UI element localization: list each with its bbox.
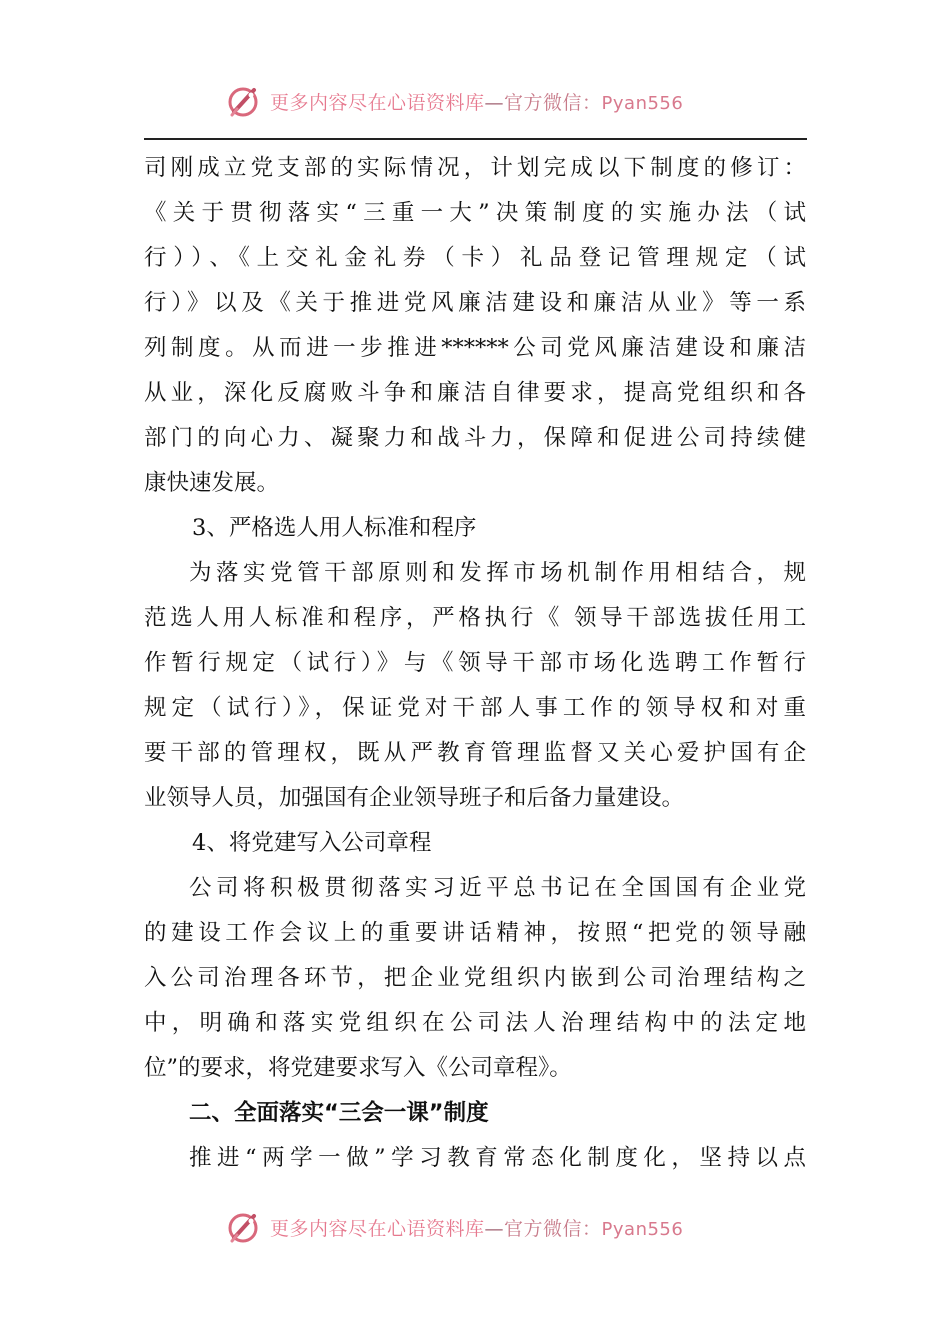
paragraph-line: 公司将积极贯彻落实习近平总书记在全国国有企业党 (189, 875, 806, 901)
header-wechat-label: 官方微信： (504, 92, 602, 114)
paragraph-line: 司刚成立党支部的实际情况，计划完成以下制度的修订： (144, 155, 806, 181)
section-heading: 4、将党建写入公司章程 (192, 830, 432, 856)
paragraph-line: 业领导人员，加强国有企业领导班子和后备力量建设。 (144, 785, 685, 811)
header-banner (0, 82, 950, 122)
footer-banner (0, 1208, 950, 1248)
section-heading: 3、严格选人用人标准和程序 (192, 515, 477, 541)
paragraph-line: 行））、《上交礼金礼券（卡）礼品登记管理规定（试 (144, 245, 806, 271)
header-separator: — (484, 92, 505, 114)
footer-wechat-id: Pyan556 (601, 1219, 684, 1240)
header-brand: 更多内容尽在心语资料库 (270, 92, 485, 114)
paragraph-line: 的建设工作会议上的重要讲话精神，按照“把党的领导融 (144, 920, 806, 946)
paragraph-line: 作暂行规定（试行）》与《领导干部市场化选聘工作暂行 (144, 650, 806, 676)
paragraph-line: 《关于贯彻落实“三重一大”决策制度的实施办法（试 (144, 200, 806, 226)
document-body (144, 146, 806, 1181)
pen-logo-icon (224, 1208, 264, 1248)
footer-separator: — (484, 1218, 505, 1240)
footer-wechat-label: 官方微信： (504, 1218, 602, 1240)
paragraph-line: 范选人用人标准和程序，严格执行《 领导干部选拔任用工 (144, 605, 806, 631)
paragraph-line: 中，明确和落实党组织在公司法人治理结构中的法定地 (144, 1010, 806, 1036)
chapter-heading: 二、全面落实“三会一课”制度 (189, 1100, 489, 1126)
paragraph-line: 位”的要求，将党建要求写入《公司章程》。 (144, 1055, 572, 1081)
pen-logo-icon (224, 82, 264, 122)
footer-brand: 更多内容尽在心语资料库 (270, 1218, 485, 1240)
header-banner-text (270, 88, 683, 115)
paragraph-line: 行）》以及《关于推进党风廉洁建设和廉洁从业》等一系 (144, 290, 806, 316)
header-wechat-id: Pyan556 (601, 93, 684, 114)
paragraph-line: 从业，深化反腐败斗争和廉洁自律要求，提高党组织和各 (144, 380, 806, 406)
paragraph-line: 为落实党管干部原则和发挥市场机制作用相结合，规 (189, 560, 806, 586)
paragraph-line: 入公司治理各环节，把企业党组织内嵌到公司治理结构之 (144, 965, 806, 991)
footer-banner-text (270, 1214, 683, 1241)
paragraph-line: 部门的向心力、凝聚力和战斗力，保障和促进公司持续健 (144, 425, 806, 451)
header-divider (144, 138, 807, 140)
paragraph-line: 要干部的管理权，既从严教育管理监督又关心爱护国有企 (144, 740, 806, 766)
paragraph-line: 康快速发展。 (144, 470, 280, 496)
paragraph-line: 规定（试行）》，保证党对干部人事工作的领导权和对重 (144, 695, 806, 721)
paragraph-line: 推进“两学一做”学习教育常态化制度化，坚持以点 (189, 1145, 806, 1171)
paragraph-line: 列制度。从而进一步推进******公司党风廉洁建设和廉洁 (144, 335, 806, 361)
